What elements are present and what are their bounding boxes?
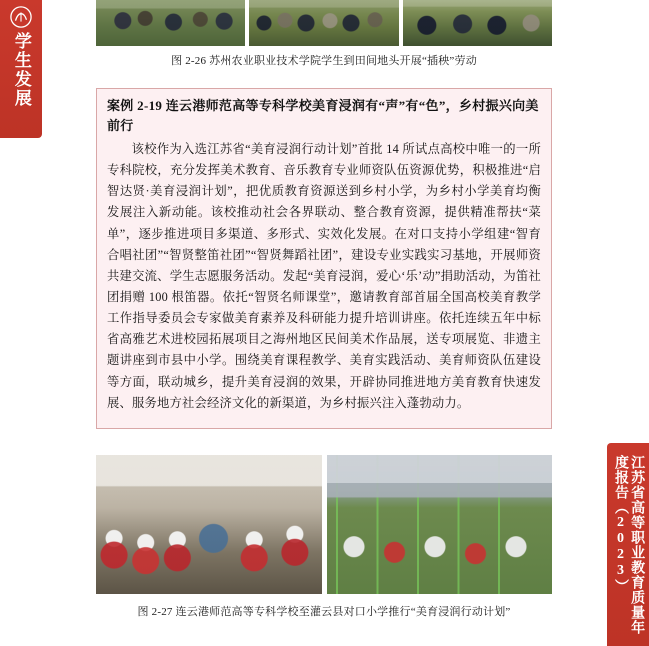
figure-2-26-caption: 图 2-26 苏州农业职业技术学院学生到田间地头开展“插秧”劳动 — [171, 55, 477, 67]
students-planting-rice-photo-2 — [249, 0, 398, 46]
primary-school-playground-activity-photo — [327, 455, 553, 594]
left-section-tab-label: 学生发展 — [11, 32, 31, 108]
report-title-tab — [607, 443, 649, 646]
page-content — [96, 0, 552, 619]
students-planting-rice-photo-3 — [403, 0, 552, 46]
figure-2-27-photos — [96, 455, 552, 594]
case-2-19-title: 案例 2-19 连云港师范高等专科学校美育浸润有“声”有“色”，乡村振兴向美前行 — [107, 98, 539, 133]
case-2-19-body: 该校作为入选江苏省“美育浸润行动计划”首批 14 所试点高校中唯一的一所专科院校，充分发挥美术教育、音乐教育专业师资队伍资源优势，积极推进“启智达贤·美育浸润计划”，把优质教育资源送到乡村小学，为乡村小学美育均衡发展注入新动能。该校推动社会各界联动、整合教育资源，提供精准帮扶“菜单”，逐步推进项目多渠道、多形式、实效化发展。在对口支持小学组建“智育合唱社团”“智贤整笛社团”“智贤舞蹈社团”，建设专业实践实习基地，开展师资共建交流、学生志愿服务活动。发起“美育浸润，爱心‘乐’动”捐助活动，为笛社团捐赠 100 根笛器。依托“智贤名师课堂”，邀请教育部首届全国高校美育教学工作指导委员会专家做美育素养及科研能力提升培训讲座。依托连续五年中标省高雅艺术进校园拓展项目之海州地区民间美术作品展，送专项展览、非遗主题讲座到市县中小学。围绕美育课程教学、美育实践活动、美育师资队伍建设等方面，联动城乡，提升美育浸润的效果，开辟协同推进地方美育教育快速发展、服务地方社会经济文化的新渠道，为乡村振兴注入蓬勃动力。 — [107, 142, 541, 410]
publisher-logo-icon — [10, 6, 32, 28]
figure-2-27-caption: 图 2-27 连云港师范高等专科学校至灌云县对口小学推行“美育浸润行动计划” — [137, 605, 511, 618]
primary-school-art-class-photo — [96, 455, 322, 594]
report-title-tab-label: 江苏省高等职业教育质量年度报告（2023） — [613, 455, 645, 635]
left-section-tab — [0, 0, 42, 138]
case-2-19-box — [96, 88, 552, 429]
figure-2-26-photos — [96, 0, 552, 46]
students-planting-rice-photo-1 — [96, 0, 245, 46]
